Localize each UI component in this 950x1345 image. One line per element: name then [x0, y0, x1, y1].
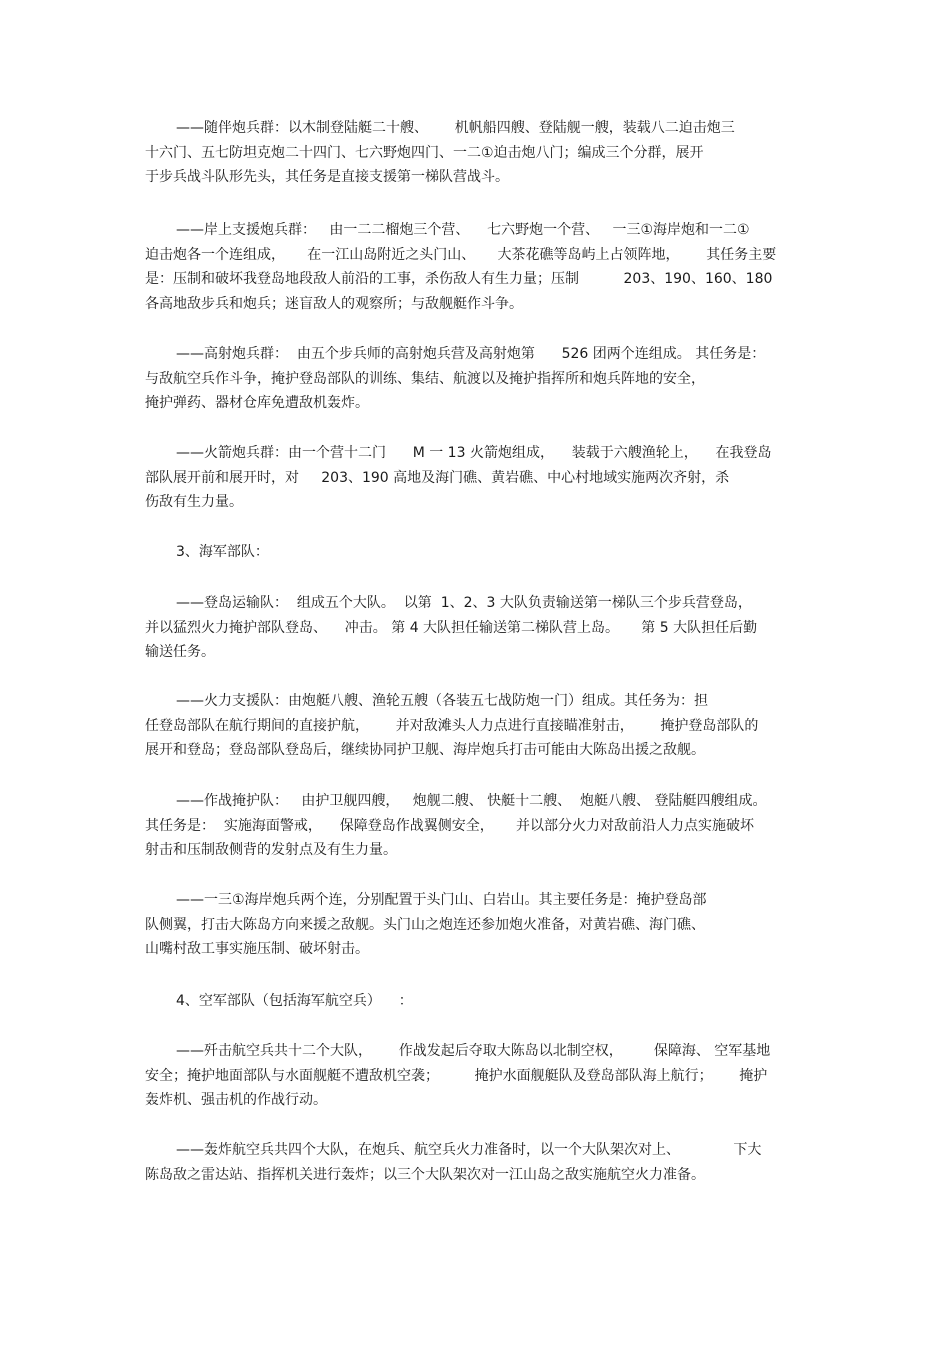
paragraph-coastal-artillery [145, 888, 815, 962]
section-heading: 4、空军部队（包括海军航空兵） ： [176, 993, 413, 1009]
paragraph-bomber-aviation [145, 1138, 815, 1187]
text-line: 并以猛烈火力掩护部队登岛、 冲击。 第 4 大队担任输送第二梯队营上岛。 第 5 大队担任后勤 [145, 619, 758, 636]
text-line: ——随伴炮兵群：以木制登陆艇二十艘、 机帆船四艘、登陆舰一艘，装载八二迫击炮三 [176, 120, 735, 136]
paragraph-fire-support-team [145, 689, 815, 763]
text-line: 展开和登岛；登岛部队登岛后，继续协同护卫舰、海岸炮兵打击可能由大陈岛出援之敌舰。 [145, 742, 705, 758]
paragraph-antiaircraft-artillery [145, 342, 815, 416]
paragraph-landing-transport [145, 591, 815, 665]
text-line: 陈岛敌之雷达站、指挥机关进行轰炸；以三个大队架次对一江山岛之敌实施航空火力准备。 [145, 1166, 705, 1183]
text-line: 迫击炮各一个连组成， 在一江山岛附近之头门山、 大茶花礁等岛屿上占领阵地， 其任务主要 [145, 246, 777, 263]
text-line: 与敌航空兵作斗争，掩护登岛部队的训练、集结、航渡以及掩护指挥所和炮兵阵地的安全， [145, 370, 705, 387]
paragraph-combat-cover-team [145, 789, 815, 863]
text-line: 掩护弹药、器材仓库免遭敌机轰炸。 [145, 395, 369, 411]
text-line: ——作战掩护队： 由护卫舰四艘， 炮舰二艘、 快艇十二艘、 炮艇八艘、 登陆艇四艘组成。 [176, 793, 767, 809]
text-line: ——火箭炮兵群：由一个营十二门 M 一 13 火箭炮组成， 装载于六艘渔轮上， 在我登岛 [176, 445, 772, 461]
text-line: 轰炸机、强击机的作战行动。 [145, 1092, 327, 1108]
section-heading: 3、海军部队： [176, 544, 269, 560]
text-line: ——岸上支援炮兵群： 由一二二榴炮三个营、 七六野炮一个营、 一三①海岸炮和一二① [176, 222, 750, 238]
paragraph-rocket-artillery [145, 441, 815, 515]
text-line: 其任务是： 实施海面警戒， 保障登岛作战翼侧安全， 并以部分火力对敌前沿人力点实施破坏 [145, 817, 754, 834]
text-line: 于步兵战斗队形先头，其任务是直接支援第一梯队营战斗。 [145, 169, 509, 185]
text-line: 是：压制和破坏我登岛地段敌人前沿的工事，杀伤敌人有生力量；压制 203、190、160、180 [145, 271, 773, 287]
text-line: 各高地敌步兵和炮兵；迷盲敌人的观察所；与敌舰艇作斗争。 [145, 295, 523, 312]
section-heading-navy [145, 540, 815, 565]
text-line: 山嘴村敌工事实施压制、破坏射击。 [145, 941, 369, 957]
text-line: 部队展开前和展开时，对 203、190 高地及海门礁、黄岩礁、中心村地域实施两次齐射，杀 [145, 469, 730, 486]
paragraph-escort-artillery [145, 116, 815, 190]
text-line: 射击和压制敌侧背的发射点及有生力量。 [145, 842, 397, 858]
text-line: ——轰炸航空兵共四个大队，在炮兵、航空兵火力准备时，以一个大队架次对上、 下大 [176, 1142, 762, 1158]
text-line: 队侧翼，打击大陈岛方向来援之敌舰。头门山之炮连还参加炮火准备，对黄岩礁、海门礁、 [145, 916, 705, 933]
text-line: ——高射炮兵群： 由五个步兵师的高射炮兵营及高射炮第 526 团两个连组成。 其任务是： [176, 346, 766, 362]
text-line: 安全；掩护地面部队与水面舰艇不遭敌机空袭； 掩护水面舰艇队及登岛部队海上航行； 掩护 [145, 1067, 768, 1084]
text-line: ——一三①海岸炮兵两个连，分别配置于头门山、白岩山。其主要任务是：掩护登岛部 [176, 892, 707, 908]
text-line: ——歼击航空兵共十二个大队， 作战发起后夺取大陈岛以北制空权， 保障海、 空军基地 [176, 1043, 771, 1059]
text-line: ——火力支援队：由炮艇八艘、渔轮五艘（各装五七战防炮一门）组成。其任务为：担 [176, 693, 708, 709]
text-line: 伤敌有生力量。 [145, 494, 243, 510]
section-heading-air-force [145, 989, 815, 1014]
paragraph-shore-support-artillery [145, 218, 815, 316]
paragraph-fighter-aviation [145, 1039, 815, 1113]
text-line: 输送任务。 [145, 644, 215, 660]
text-line: 任登岛部队在航行期间的直接护航， 并对敌滩头人力点进行直接瞄准射击， 掩护登岛部队的 [145, 717, 759, 734]
text-line: 十六门、五七防坦克炮二十四门、七六野炮四门、一二①迫击炮八门；编成三个分群，展开 [145, 144, 704, 161]
text-line: ——登岛运输队： 组成五个大队。 以第 1、2、3 大队负责输送第一梯队三个步兵营登岛， [176, 595, 752, 611]
